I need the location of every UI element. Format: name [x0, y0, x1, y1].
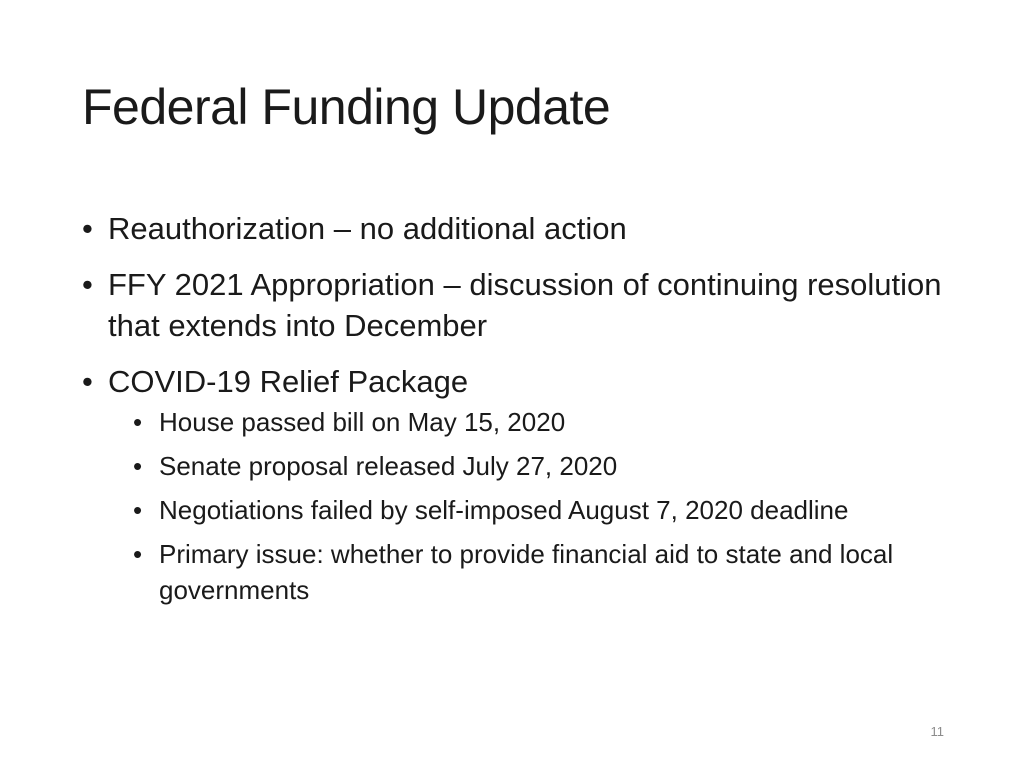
sub-bullet-text: House passed bill on May 15, 2020 — [159, 407, 566, 437]
bullet-text: FFY 2021 Appropriation – discussion of continuing resolution that extends into December — [108, 267, 942, 343]
bullet-icon: • — [82, 267, 93, 302]
bullet-text: COVID-19 Relief Package — [108, 364, 469, 399]
sub-bullet-list — [133, 404, 942, 608]
bullet-icon: • — [82, 364, 93, 399]
sub-bullet-text: Negotiations failed by self-imposed August 7, 2020 deadline — [159, 495, 849, 525]
page-number: 11 — [930, 724, 944, 739]
bullet-icon: • — [133, 407, 143, 437]
slide-body — [82, 208, 942, 623]
sub-bullet-item — [133, 404, 942, 440]
sub-bullet-text: Senate proposal released July 27, 2020 — [159, 451, 618, 481]
bullet-icon: • — [133, 539, 143, 569]
sub-bullet-item — [133, 492, 942, 528]
bullet-item-appropriation — [82, 264, 942, 346]
slide-title: Federal Funding Update — [82, 79, 611, 135]
sub-bullet-item — [133, 536, 942, 608]
bullet-text: Reauthorization – no additional action — [108, 211, 627, 246]
bullet-icon: • — [133, 451, 143, 481]
bullet-icon: • — [133, 495, 143, 525]
bullet-icon: • — [82, 211, 93, 246]
bullet-item-reauthorization — [82, 208, 942, 249]
sub-bullet-item — [133, 448, 942, 484]
sub-bullet-text: Primary issue: whether to provide financial aid to state and local governments — [159, 539, 894, 605]
bullet-list — [82, 208, 942, 608]
bullet-item-covid-relief — [82, 361, 942, 608]
